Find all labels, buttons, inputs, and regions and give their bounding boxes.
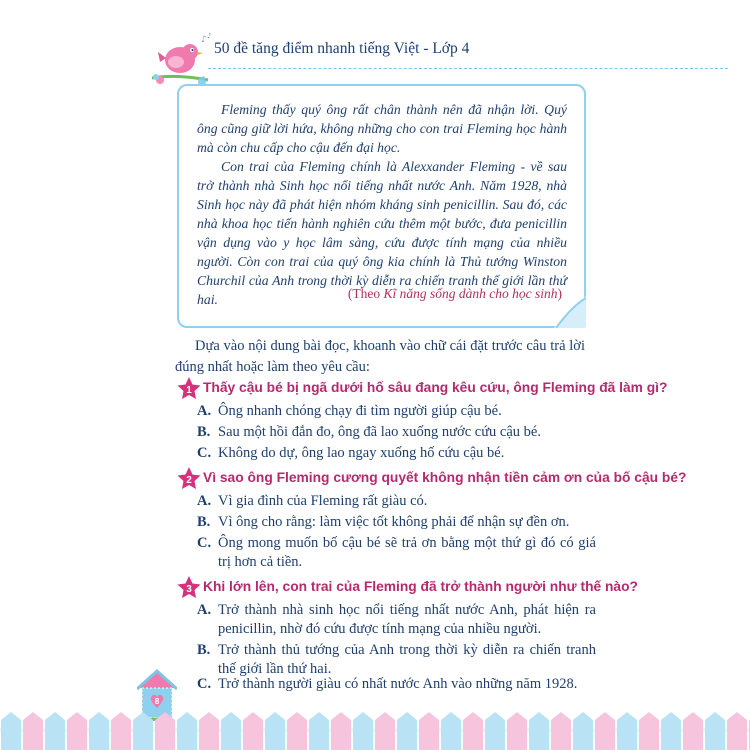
option-text: Trở thành người giàu có nhất nước Anh vào những năm 1928. [218, 676, 578, 692]
fence-picket [243, 712, 263, 750]
source-title: Kĩ năng sống dành cho học sinh [383, 286, 558, 301]
option-text: Trở thành thủ tướng của Anh trong thời kỳ diễn ra chiến tranh thế giới lần thứ hai. [218, 642, 596, 677]
fence-picket [353, 712, 373, 750]
question-text: Vì sao ông Fleming cương quyết không nhận tiền cảm ơn của bố cậu bé? [203, 470, 687, 485]
question-text: Thấy cậu bé bị ngã dưới hố sâu đang kêu cứu, ông Fleming đã làm gì? [203, 380, 668, 395]
page-number: 8 [154, 697, 160, 706]
question-text: Khi lớn lên, con trai của Fleming đã trở thành người như thế nào? [203, 579, 638, 594]
fence-picket [45, 712, 65, 750]
option-b[interactable] [197, 641, 597, 679]
option-text: Vì gia đình của Fleming rất giàu có. [218, 493, 428, 509]
question-number: 3 [186, 584, 192, 595]
passage-paragraph: Con trai của Fleming chính là Alexxander Fleming - về sau trở thành nhà Sinh học nổi tiếng nhất nước Anh. Năm 1928, nhà Sinh học này đã phát hiện nhóm kháng sinh penicillin. Sau đó, các nhà khoa học tiến hành nghiên cứu thêm một bước, đưa penicillin vận dụng vào y học lâm sàng, cứu được tính mạng của nhiều người. Còn con trai của quý ông kia chính là Thủ tướng Winston Churchil của Anh trong thời kỳ diễn ra chiến tranh thế giới lần thứ hai. [197, 159, 567, 307]
fence-picket [639, 712, 659, 750]
svg-text:♪: ♪ [201, 35, 207, 45]
question-number: 2 [186, 475, 192, 486]
option-b[interactable] [197, 423, 597, 442]
fence-picket [617, 712, 637, 750]
passage-source [348, 286, 562, 302]
fence-picket [375, 712, 395, 750]
option-letter: C. [197, 676, 212, 692]
fence-picket [705, 712, 725, 750]
fence-picket [23, 712, 43, 750]
option-a[interactable] [197, 492, 597, 511]
option-text: Không do dự, ông lao ngay xuống hố cứu cậu bé. [218, 445, 505, 461]
fence-picket [661, 712, 681, 750]
option-text: Ông mong muốn bố cậu bé sẽ trả ơn bằng một thứ gì đó có giá trị hơn cả tiền. [218, 535, 596, 570]
fence-picket [507, 712, 527, 750]
pink-star-icon [176, 466, 202, 492]
fence-picket [683, 712, 703, 750]
fence-picket [573, 712, 593, 750]
passage-box [177, 84, 586, 328]
source-suffix: ) [557, 286, 562, 301]
fence-picket [419, 712, 439, 750]
fence-picket [221, 712, 241, 750]
option-text: Sau một hồi đắn đo, ông đã lao xuống nước cứu cậu bé. [218, 424, 541, 440]
fence-picket [441, 712, 461, 750]
fence-picket [89, 712, 109, 750]
option-letter: A. [197, 403, 212, 419]
fence-picket [67, 712, 87, 750]
fence-picket [265, 712, 285, 750]
page-curl-icon [554, 296, 586, 328]
passage-paragraph: Fleming thấy quý ông rất chân thành nên đã nhận lời. Quý ông cũng giữ lời hứa, không những cho con trai Fleming học hành mà còn chu cấp cho cậu đến đại học. [197, 102, 567, 155]
fence-picket [199, 712, 219, 750]
option-a[interactable] [197, 402, 597, 421]
option-letter: C. [197, 535, 212, 551]
pink-star-icon [176, 376, 202, 402]
option-letter: C. [197, 445, 212, 461]
fence-picket [111, 712, 131, 750]
fence-picket [287, 712, 307, 750]
option-text: Vì ông cho rằng: làm việc tốt không phải để nhận sự đền ơn. [218, 514, 570, 530]
option-b[interactable] [197, 513, 597, 532]
pastel-fence [0, 708, 750, 750]
option-c[interactable] [197, 444, 597, 463]
option-letter: B. [197, 642, 211, 658]
fence-picket [727, 712, 747, 750]
option-letter: B. [197, 424, 211, 440]
header-divider [208, 68, 728, 69]
header-title: 50 đề tăng điểm nhanh tiếng Việt - Lớp 4 [214, 40, 470, 57]
fence-picket [485, 712, 505, 750]
fence-picket [331, 712, 351, 750]
option-text: Ông nhanh chóng chạy đi tìm người giúp cậu bé. [218, 403, 502, 419]
pink-star-icon [176, 575, 202, 601]
instruction-text: Dựa vào nội dung bài đọc, khoanh vào chữ cái đặt trước câu trả lời đúng nhất hoặc làm theo yêu cầu: [175, 338, 585, 375]
fence-picket [595, 712, 615, 750]
question-number: 1 [186, 385, 192, 396]
option-c[interactable] [197, 534, 597, 572]
option-letter: A. [197, 493, 212, 509]
option-a[interactable] [197, 601, 597, 639]
fence-picket [133, 712, 153, 750]
fence-picket [309, 712, 329, 750]
fence-picket [529, 712, 549, 750]
fence-picket [551, 712, 571, 750]
fence-picket [155, 712, 175, 750]
passage-text [197, 100, 567, 309]
fence-picket [177, 712, 197, 750]
fence-picket [463, 712, 483, 750]
option-letter: A. [197, 602, 212, 618]
page-header [150, 32, 710, 78]
source-prefix: (Theo [347, 286, 384, 301]
option-c[interactable] [197, 675, 597, 694]
svg-text:♪: ♪ [207, 32, 212, 40]
bird-on-branch-icon [146, 30, 216, 90]
option-letter: B. [197, 514, 211, 530]
fence-picket [397, 712, 417, 750]
option-text: Trở thành nhà sinh học nổi tiếng nhất nước Anh, phát hiện ra penicillin, nhờ đó cứu được tính mạng của nhiều người. [218, 602, 596, 637]
fence-picket [1, 712, 21, 750]
